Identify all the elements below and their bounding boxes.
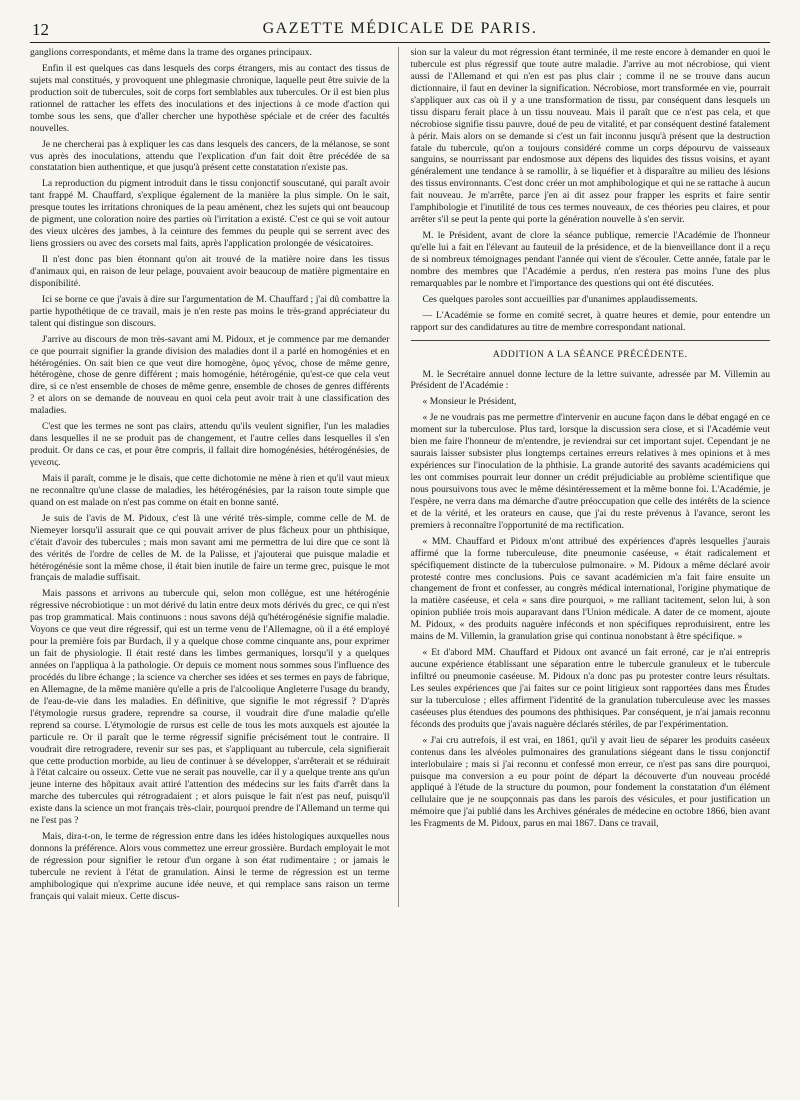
paragraph: Je ne chercherai pas à expliquer les cas dans lesquels des cancers, de la mélanose, se sont vus après des inoculations, attendu que l'explication d'un fait doit être précédée de sa constatation bien authentique, et que jusqu'à présent cette constatation n'existe pas. bbox=[30, 138, 390, 174]
page-header bbox=[30, 18, 770, 43]
paragraph: « MM. Chauffard et Pidoux m'ont attribué des expériences d'après lesquelles j'aurais affirmé que la forme tuberculeuse, dite pneumonie caséeuse, « était radicalement et spécifiquement distincte de la tuberculose pulmonaire. » M. Pidoux a même déclaré avoir protesté contre mes conclusions. Puis ce savant académicien m'a fait faire ensuite un changement de front et confesser, au congrès médical international, l'origine phymatique de la matière caséeuse, et cela « sans dire pourquoi, » me ralliant tacitement, selon lui, à son opinion publiée trois mois auparavant dans l'Union médicale. A dater de ce moment, ajoute M. Pidoux, « des produits naguère inféconds et non spécifiques reproduisirent, entre les mains de M. Villemin, la granulation grise qui continua nonobstant à être spécifique. » bbox=[410, 535, 770, 643]
journal-title: GAZETTE MÉDICALE DE PARIS. bbox=[262, 20, 538, 37]
paragraph: « Je ne voudrais pas me permettre d'intervenir en aucune façon dans le débat engagé en ce moment sur la tuberculose. Plus tard, lorsque la discussion sera close, et si l'Académie veut bien me faire l'honneur de m'entendre, je reviendrai sur cet important sujet. Cependant je ne saurais laisser subsister plus longtemps certaines erreurs relatives à mes opinions et à mes expériences sur l'inoculation de la phthisie. La grande autorité des savants académiciens qui les ont commises pourrait leur donner un crédit préjudiciable au problème scientifique que nous poursuivons tous avec le même désintéressement et la même bonne foi. L'Académie, je l'espère, ne verra dans ma démarche d'autre préoccupation que celle des intérêts de la science et de la vérité, et les orateurs en cause, que j'ai du reste prévenus à l'avance, seront les premiers à reconnaître l'opportunité de ma rectification. bbox=[410, 412, 770, 531]
paragraph: sion sur la valeur du mot régression étant terminée, il me reste encore à demander en quoi le tubercule est plus régressif que toute autre maladie. J'arrive au mot nécrobiose, qui vient aussi de l'Allemand et qui n'en est pas plus clair ; comme il ne se trouve dans aucun dictionnaire, il faut en deviner la signification. Nécrobiose, mort transformée en vie, pourrait s'appliquer aux cas où il y a une transformation de tissu, par conséquent dans lesquels un tissu disparu ferait place à un tissu nouveau. Mais il paraît que ce n'est pas cela, et que nécrobiose signifie tissu pauvre, doué de peu de vitalité, et par conséquent destiné fatalement à périr. Mais alors on se demande si c'est un fait inconnu jusqu'à présent que la destruction fatale du tubercule, qu'on a toujours considéré comme un corps dépourvu de vaisseaux sanguins, se nourrissant par endosmose aux dépens des liquides des tissus voisins, et ayant généralement une tendance à se ramollir, à se liquéfier et à disparaître au milieu des lésions des tissus environnants. C'est donc créer un mot amphibologique et qui ne se rattache à aucun fait nouveau. Je m'arrête, parce j'en ai dit assez pour frapper les esprits et faire sentir l'amphibologie et l'inutilité de tous ces termes nouveaux, de ces théories peu claires, et pour arrêter s'il se peut la pente qui porte la génération nouvelle à s'en servir. bbox=[410, 47, 770, 226]
article-columns bbox=[30, 47, 770, 907]
paragraph: J'arrive au discours de mon très-savant ami M. Pidoux, et je commence par me demander ce que pourrait signifier la grande division des maladies dont il a parlé en homogénies et en hétérogénies. On sait bien ce que veut dire homogène, ὁμος γένος, chose de même genre, hétérogène, chose de genre différent ; mais homogénie, hétérogénie, qu'est-ce que cela veut dire, si ce n'est ensemble de choses de même genre, ensemble de choses de genres différents ? et alors on se demande de nouveau en quoi cela peut avoir trait à une classification des maladies. bbox=[30, 333, 390, 417]
paragraph: Je suis de l'avis de M. Pidoux, c'est là une vérité très-simple, comme celle de M. de Niemeyer lorsqu'il assurait que ce qui pouvait arriver de plus fâcheux pour un phthisique, c'était d'avoir des tubercules ; mais mon savant ami me permettra de lui dire que ce sont là des vérités de l'ordre de celles de M. de la Palisse, et j'ajouterai que puisque maladie et hétérogénésie sont la même chose, il était bien inutile de faire un terme grec, puisque le mot français de maladie suffisait. bbox=[30, 512, 390, 584]
paragraph: Ici se borne ce que j'avais à dire sur l'argumentation de M. Chauffard ; j'ai dû combattre la partie hypothétique de ce travail, mais je n'en reste pas moins le très-grand appréciateur du talent qui distingue son discours. bbox=[30, 293, 390, 329]
left-column bbox=[30, 47, 399, 907]
paragraph: M. le Secrétaire annuel donne lecture de la lettre suivante, adressée par M. Villemin au Président de l'Académie : bbox=[410, 368, 770, 392]
right-column bbox=[411, 47, 771, 907]
paragraph: Il n'est donc pas bien étonnant qu'on ait trouvé de la matière noire dans les tissus d'animaux qui, en raison de leur pelage, pouvaient avoir beaucoup de matière pigmentaire en disponibilité. bbox=[30, 254, 390, 289]
paragraph: Mais, dira-t-on, le terme de régression entre dans les idées histologiques auxquelles nous donnons la préférence. Alors vous commettez une erreur grossière. Burdach employait le mot de régression pour signifier le retour d'un organe à son état rudimentaire ; or jamais le tubercule ne revient à l'état de granulation. Ainsi le terme de régression est un terme amphibologique qui n'exprime aucune idée neuve, et qui remplace sans raison un terme français qui valait mieux. Cette discus- bbox=[30, 831, 390, 902]
paragraph: « Monsieur le Président, bbox=[422, 396, 517, 408]
paragraph: Ces quelques paroles sont accueillies par d'unanimes applaudissements. bbox=[422, 293, 698, 305]
paragraph: Enfin il est quelques cas dans lesquels des corps étrangers, mis au contact des tissus de sujets mal constitués, y provoquent une phlegmasie chronique, laquelle peut être suivie de la production soit de tubercules, soit de corps fort semblables aux tubercules. Or il est bien plus rationnel de rattacher les effets des inoculations et des injections à ce mode d'action qui tombe sous les sens, que d'aller chercher une hypothèse spéciale et de créer des facultés nouvelles. bbox=[30, 62, 390, 134]
paragraph: — L'Académie se forme en comité secret, à quatre heures et demie, pour entendre un rapport sur des candidatures au titre de membre correspondant national. bbox=[410, 309, 770, 333]
paragraph: « J'ai cru autrefois, il est vrai, en 1861, qu'il y avait lieu de séparer les produits caséeux contenus dans les alvéoles pulmonaires des granulations siégeant dans le tissu conjonctif interlobulaire ; mais si j'ai reconnu et confessé mon erreur, ce n'est pas sans dire pourquoi, puisque ma conversion a eu pour point de départ la découverte d'un nouveau procédé appliqué à l'étude de la structure du poumon, pour fondement la constatation d'un élément cellulaire que je ne soupçonnais pas dans les parois des vésicules, et pour justification un mémoire que j'ai publié dans les Archives générales de médecine en octobre 1866, bien avant les Fragments de M. Pidoux, parus en mai 1867. Dans ce travail, bbox=[410, 734, 770, 830]
paragraph: M. le Président, avant de clore la séance publique, remercie l'Académie de l'honneur qu'elle lui a fait en l'élevant au fauteuil de la présidence, et de la bienveillance dont il a reçu de si nombreux témoignages pendant l'année qui vient de s'écouler. Cette année, fatale par le nombre des membres que l'Académie a perdus, n'en restera pas moins l'une des plus remarquables par le nombre et l'importance des questions qui ont été discutées. bbox=[410, 230, 770, 289]
page-number: 12 bbox=[32, 20, 49, 39]
paragraph: « Et d'abord MM. Chauffard et Pidoux ont avancé un fait erroné, car je n'ai entrepris aucune expérience établissant une séparation entre le tubercule granuleux et le tubercule infiltré ou pneumonie caséeuse. M. Pidoux n'a donc pas pu protester contre leurs résultats. Les seules expériences que j'ai faites sur ce point litigieux sont rapportées dans mes Études sur la tuberculose ; elles affirment l'identité de la granulation tuberculeuse avec les masses caséeuses plus étendues des poumons des phthisiques. Par conséquent, je n'ai jamais reconnu féconds des produits que j'avais naguère déclarés stériles, de par l'expérimentation. bbox=[410, 647, 770, 730]
section-heading: ADDITION A LA SÉANCE PRÉCÉDENTE. bbox=[492, 348, 688, 360]
paragraph: La reproduction du pigment introduit dans le tissu conjonctif souscutané, qui paraît avoir tant frappé M. Chauffard, s'explique également de la manière la plus simple. On le sait, presque toutes les irritations chroniques de la peau amènent, chez les sujets qui ont beaucoup de pigment, une coloration noire des parties où l'irritation a existé. C'est ce qui se voit autour des vieux ulcères des jambes, à la ceinture des femmes du peuple qui se serrent avec des liens grossiers ou avec des corsets mal faits, après l'application prolongée de vésicatoires. bbox=[30, 178, 390, 250]
section-divider bbox=[411, 340, 771, 341]
paragraph: C'est que les termes ne sont pas clairs, attendu qu'ils veulent signifier, l'un les maladies dans lesquelles il ne se produit pas de changement, et l'autre celles dans lesquelles il s'en produit. Or dans ce cas, et pour être compris, il fallait dire homogénésies, hétérogénésies, de γενεσις. bbox=[30, 421, 390, 468]
paragraph: Mais passons et arrivons au tubercule qui, selon mon collègue, est une hétérogénie régressive nécrobiotique : un mot dérivé du latin entre deux mots dérivés du grec, ce qui n'est pas trop grammatical. Mais continuons : nous savons déjà qu'hétérogénésie signifie maladie. Voyons ce que veut dire régressif, qui est un terme venu de l'Allemagne, où il a été employé pour la première fois par Burdach, il y a quelque chose comme cinquante ans, pour exprimer un fait de physiologie. Il était resté dans les limbes germaniques, lorsqu'il y a quelques années on l'appliqua à la pathologie. Or depuis ce moment nous sommes sous l'influence des procédés du libre échange ; la science va chercher ses idées et ses termes en pays de fabrique, en Allemagne, de la même manière qu'elle a pris de l'alcoolique Angleterre l'usage du brandy, de l'eau-de-vie dans les maladies. En définitive, que signifie le mot régressif ? D'après l'étymologie rursus gradere, reprendre sa course, il voudrait dire d'une maladie qu'elle reprend sa course. L'étymologie de rursus est celle de tous les mots auxquels est ajoutée la particule re. Or il paraît que le terme régressif signifie précisément tout le contraire. Il voudrait dire retrogradere, revenir sur ses pas, et s'appliquant au tubercule, cela signifierait que cette production morbide, au lieu de continuer à se développer, s'arrêterait et se réduirait à l'état calcaire ou osseux. Cette vue ne serait pas nouvelle, car il y a quelque trente ans qu'un jeune interne des hôpitaux avait attiré l'attention des médecins sur les faits d'arrêt dans la marche des tubercules qui rétrogradaient ; et alors puisque le fait n'est pas neuf, puisqu'il existe dans la science un mot français très-clair, pourquoi prendre de l'Allemand un terme qui ne l'est pas ? bbox=[30, 588, 390, 827]
paragraph: Mais il paraît, comme je le disais, que cette dichotomie ne mène à rien et qu'il vaut mieux ne reconnaître qu'une classe de maladies, les hétérogénésies, par la raison toute simple que quand on est malade on n'est pas comme on était en bonne santé. bbox=[30, 472, 390, 508]
paragraph: ganglions correspondants, et même dans la trame des organes principaux. bbox=[30, 47, 312, 58]
